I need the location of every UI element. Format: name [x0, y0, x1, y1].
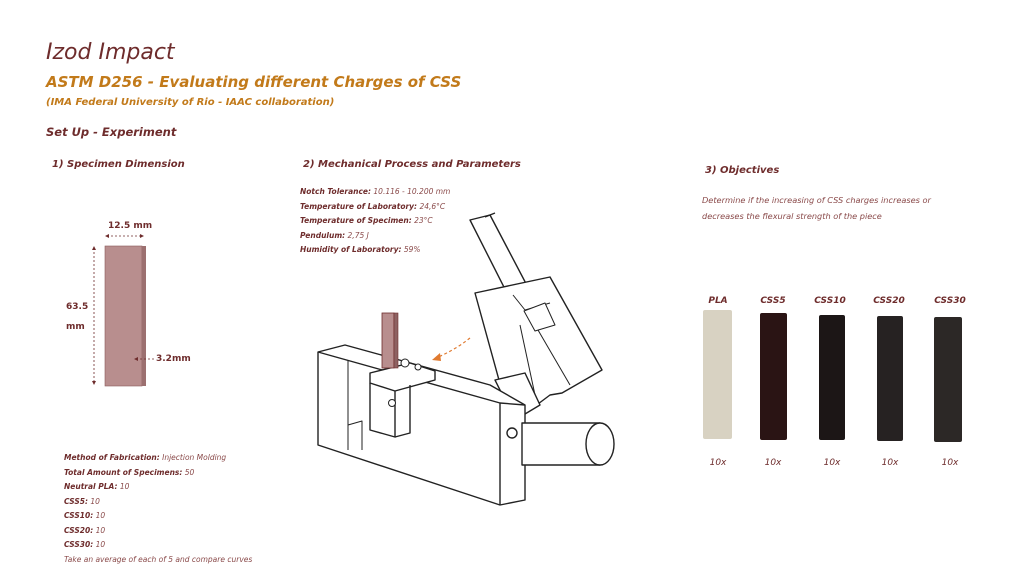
param-row: Pendulum: 2,75 J	[300, 230, 369, 240]
param-row: Notch Tolerance: 10.116 - 10.200 mm	[300, 187, 451, 196]
page-title: Izod Impact	[46, 40, 175, 65]
sample-count-css20: 10x	[881, 458, 899, 468]
sample-label-css10: CSS10	[814, 296, 846, 306]
sample-photo-css5	[760, 313, 787, 440]
collaboration-note: (IMA Federal University of Rio - IAAC collaboration)	[46, 97, 335, 108]
sample-label-css20: CSS20	[873, 296, 905, 306]
specimen-details	[64, 451, 252, 567]
objective-text: Determine if the increasing of CSS charges increases or decreases the flexural strength of the piece	[702, 195, 931, 221]
param-row: Temperature of Laboratory: 24,6°C	[300, 201, 446, 211]
detail-row: CSS30: 10	[64, 540, 106, 549]
detail-row: CSS10: 10	[64, 511, 106, 520]
specimen-thickness-label: 3.2mm	[156, 354, 191, 364]
sample-photo-pla	[703, 310, 732, 439]
sample-count-css5: 10x	[764, 458, 782, 468]
section2-heading: 2) Mechanical Process and Parameters	[303, 159, 521, 170]
detail-row: Neutral PLA: 10	[64, 482, 130, 491]
section3-heading: 3) Objectives	[705, 165, 780, 176]
specimen-height-unit: mm	[66, 322, 85, 332]
detail-row: CSS5: 10	[64, 496, 100, 506]
izod-machine-illustration	[300, 195, 630, 515]
section1-heading: 1) Specimen Dimension	[52, 159, 185, 170]
sample-photo-css20	[877, 316, 903, 441]
specimen-dimension-drawing	[80, 228, 170, 393]
comparison-note: Take an average of each of 5 and compare curves	[64, 554, 253, 564]
sample-count-pla: 10x	[709, 458, 727, 468]
detail-row: CSS20: 10	[64, 525, 106, 535]
sample-count-css10: 10x	[823, 458, 841, 468]
sample-photo-css10	[819, 315, 845, 440]
detail-row: Total Amount of Specimens: 50	[64, 467, 195, 477]
setup-heading: Set Up - Experiment	[46, 125, 177, 139]
sample-photo-css30	[934, 317, 962, 442]
sample-label-css5: CSS5	[760, 296, 786, 306]
detail-row: Method of Fabrication: Injection Molding	[64, 453, 227, 462]
param-row: Temperature of Specimen: 23°C	[300, 216, 433, 225]
page-subtitle: ASTM D256 - Evaluating different Charges of CSS	[46, 73, 462, 91]
sample-count-css30: 10x	[941, 458, 959, 468]
sample-label-pla: PLA	[708, 296, 728, 306]
specimen-width-label: 12.5 mm	[108, 221, 153, 231]
sample-label-css30: CSS30	[934, 296, 966, 306]
param-row: Humidity of Laboratory: 59%	[300, 245, 421, 254]
specimen-height-value: 63.5	[66, 302, 89, 312]
